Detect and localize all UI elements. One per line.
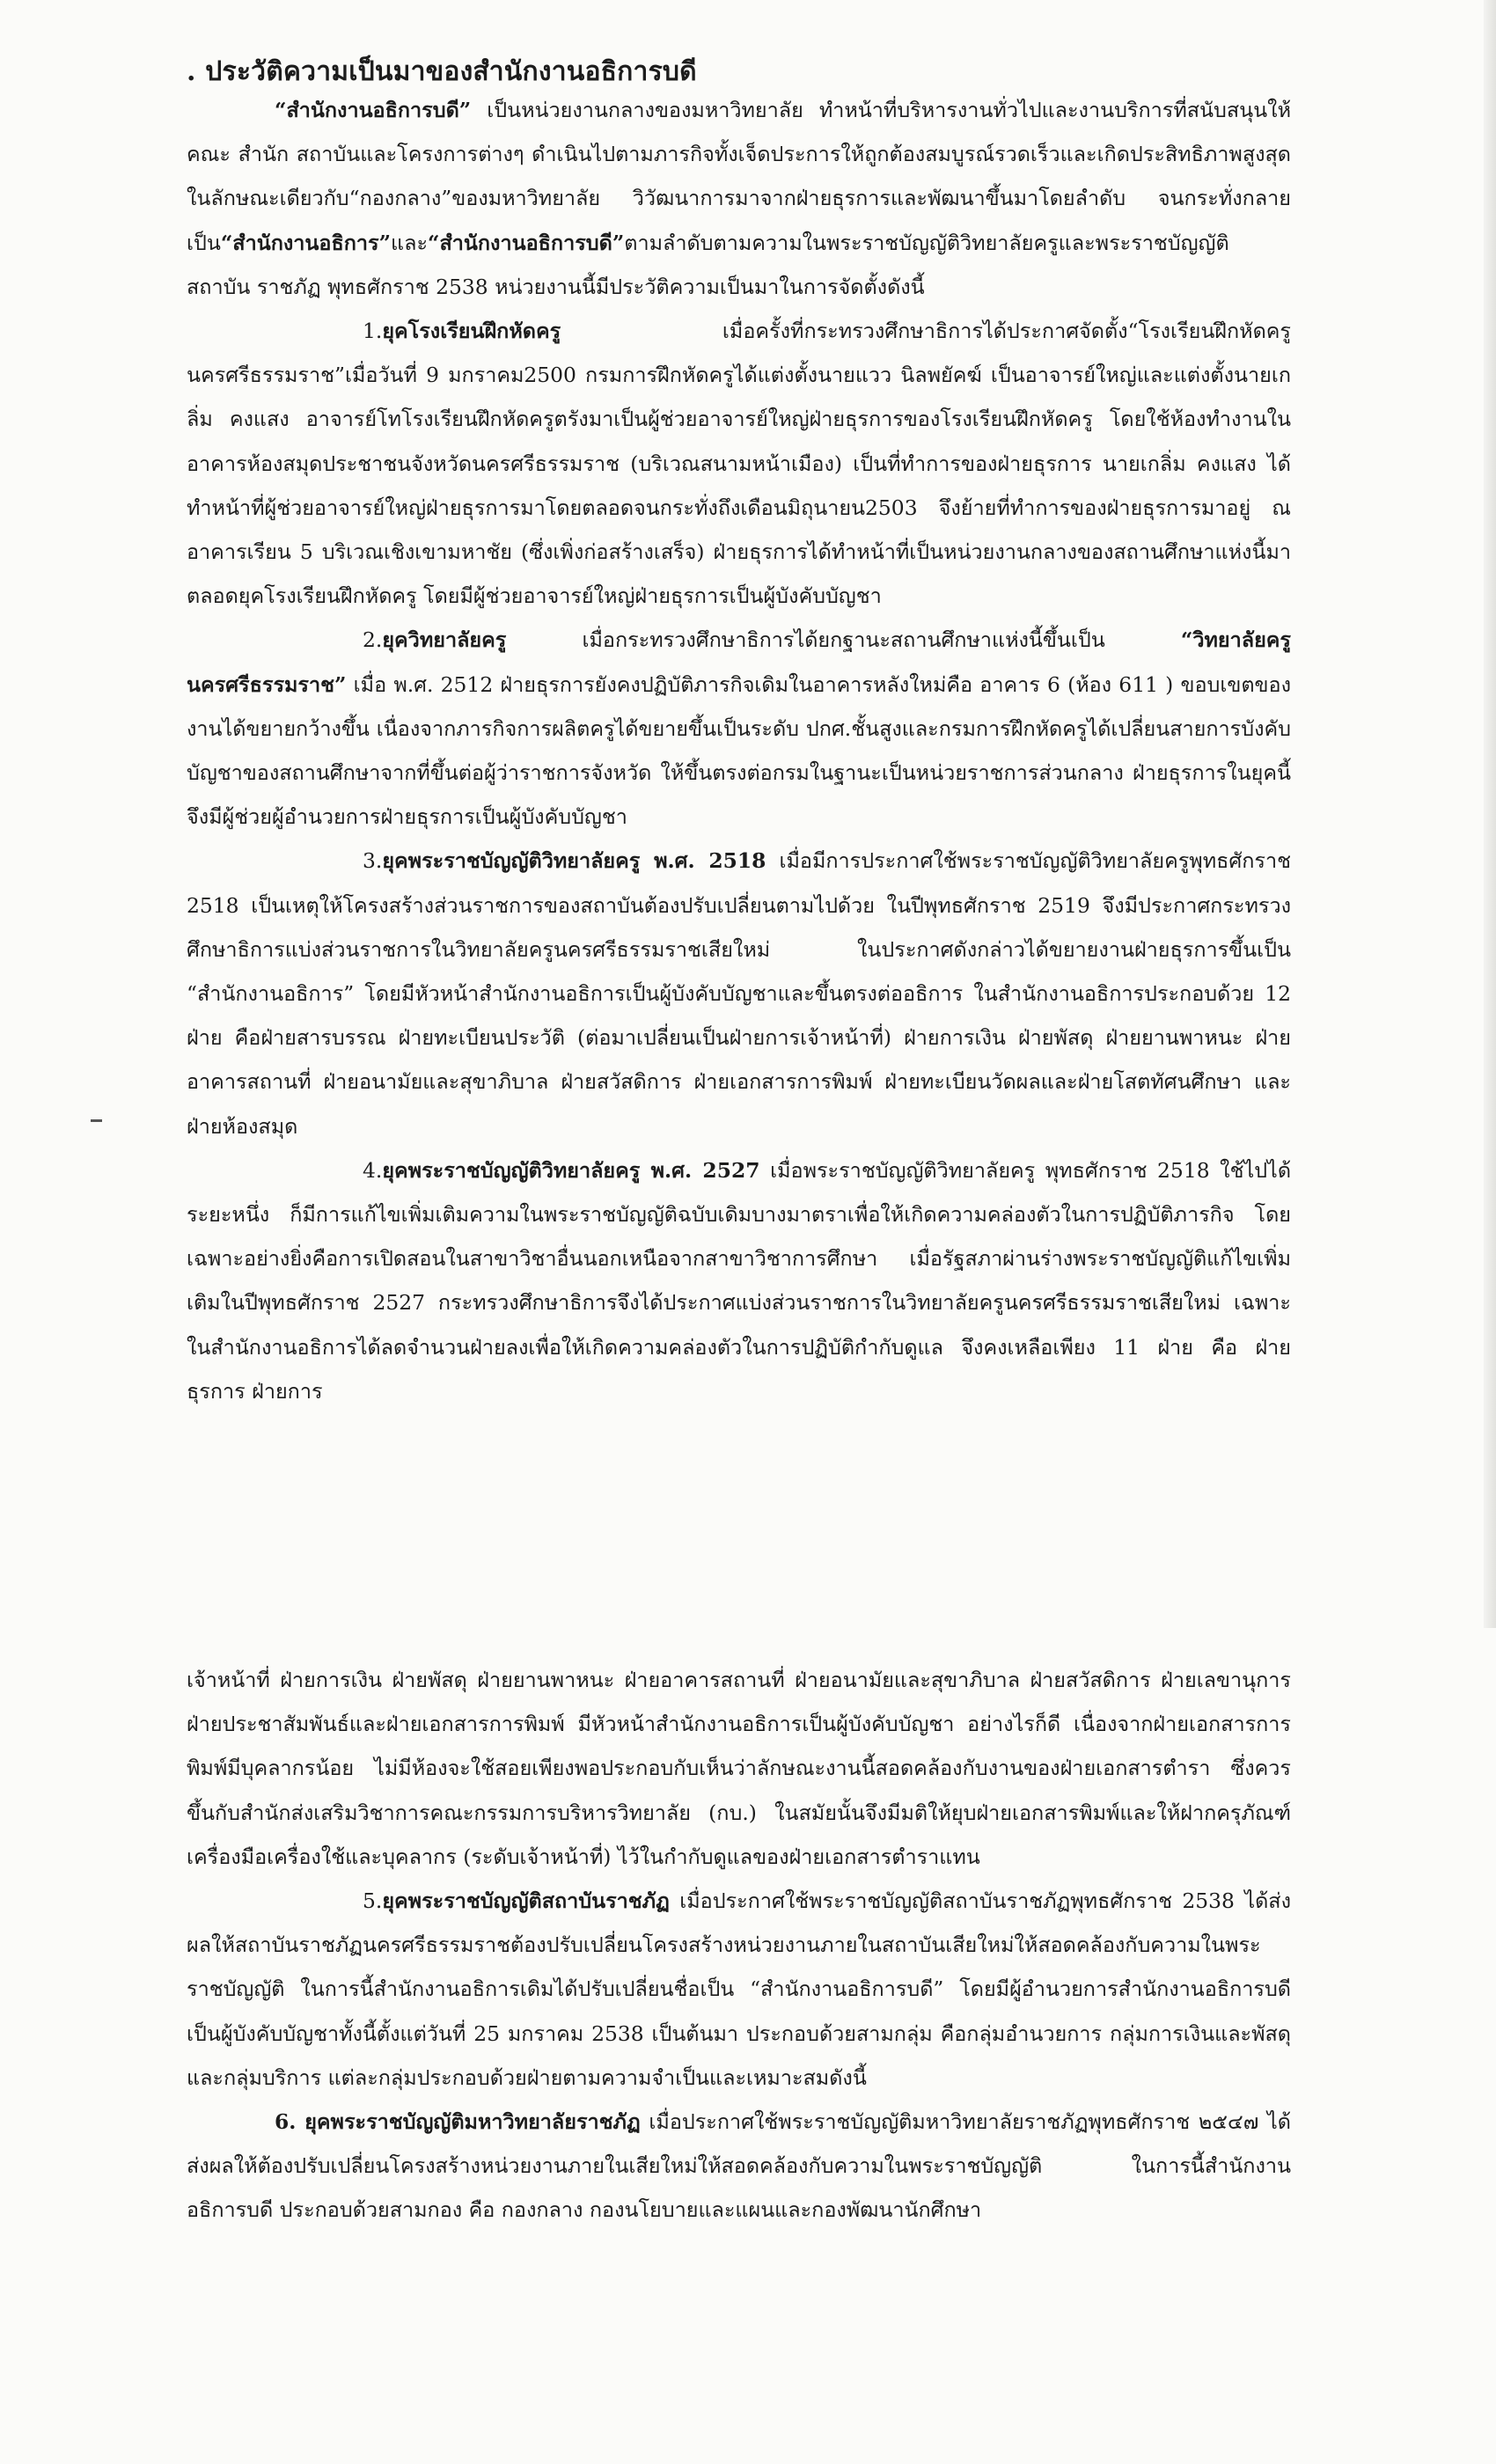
section-2-paragraph [187, 618, 1291, 839]
section-1-paragraph [187, 309, 1291, 618]
intro-term-rector-office: “สำนักงานอธิการ” [220, 230, 392, 255]
section-2-text-a: เมื่อกระทรวงศึกษาธิการได้ยกฐานะสถานศึกษาแห่งนี้ขึ้นเป็น [506, 627, 1181, 653]
section-5-text: เมื่อประกาศใช้พระราชบัญญัติสถาบันราชภัฏพุทธศักราช 2538 ได้ส่งผลให้สถาบันราชภัฏนครศรีธรรมราชต้องปรับเปลี่ยนโครงสร้างหน่วยงานภายในสถาบันเสียใหม่ให้สอดคล้องกับความในพระราชบัญญัติ ในการนี้สำนักงานอธิการเดิมได้ปรับเปลี่ยนชื่อเป็น “สำนักงานอธิการบดี” โดยมีผู้อำนวยการสำนักงานอธิการบดีเป็นผู้บังคับบัญชาทั้งนี้ตั้งแต่วันที่ 25 มกราคม 2538 เป็นต้นมา ประกอบด้วยสามกลุ่ม คือกลุ่มอำนวยการ กลุ่มการเงินและพัสดุและกลุ่มบริการ แต่ละกลุ่มประกอบด้วยฝ่ายตามความจำเป็นและเหมาะสมดังนี้ [187, 1888, 1291, 2090]
section-4-heading: ยุคพระราชบัญญัติวิทยาลัยครู พ.ศ. 2527 [382, 1157, 760, 1183]
intro-term-president-office: “สำนักงานอธิการบดี” [428, 230, 625, 255]
section-1-number: 1. [363, 319, 383, 344]
section-5-heading: ยุคพระราชบัญญัติสถาบันราชภัฏ [382, 1888, 670, 1914]
section-5-paragraph [187, 1879, 1291, 2100]
intro-term-office: “สำนักงานอธิการบดี” [275, 98, 472, 122]
section-3-paragraph [187, 839, 1291, 1148]
text-block-first [187, 88, 1291, 1413]
section-2-heading: ยุควิทยาลัยครู [382, 627, 507, 653]
section-2-highlight: “วิทยาลัยครูนครศรีธรรมราช” [187, 627, 1291, 697]
section-4-continuation: เจ้าหน้าที่ ฝ่ายการเงิน ฝ่ายพัสดุ ฝ่ายยานพาหนะ ฝ่ายอาคารสถานที่ ฝ่ายอนามัยและสุขาภิบาล ฝ่ายสวัสดิการ ฝ่ายเลขานุการ ฝ่ายประชาสัมพันธ์และฝ่ายเอกสารการพิมพ์ มีหัวหน้าสำนักงานอธิการเป็นผู้บังคับบัญชา อย่างไรก็ดี เนื่องจากฝ่ายเอกสารการพิมพ์มีบุคลากรน้อย ไม่มีห้องจะใช้สอยเพียงพอประกอบกับเห็นว่าลักษณะงานนี้สอดคล้องกับงานของฝ่ายเอกสารตำรา ซึ่งควรขึ้นกับสำนักส่งเสริมวิชาการคณะกรรมการบริหารวิทยาลัย (กบ.) ในสมัยนั้นจึงมีมติให้ยุบฝ่ายเอกสารพิมพ์และให้ฝากครุภัณฑ์เครื่องมือเครื่องใช้และบุคลากร (ระดับเจ้าหน้าที่) ไว้ในกำกับดูแลของฝ่ายเอกสารตำราแทน [187, 1668, 1292, 1869]
section-6-paragraph [187, 2100, 1291, 2233]
section-6-heading: ยุคพระราชบัญญัติมหาวิทยาลัยราชภัฏ [304, 2109, 641, 2135]
section-4-text: เมื่อพระราชบัญญัติวิทยาลัยครู พุทธศักราช 2518 ใช้ไปได้ระยะหนึ่ง ก็มีการแก้ไขเพิ่มเติมความในพระราชบัญญัติฉบับเดิมบางมาตราเพื่อให้เกิดความคล่องตัวในการปฏิบัติภารกิจ โดยเฉพาะอย่างยิ่งคือการเปิดสอนในสาขาวิชาอื่นนอกเหนือจากสาขาวิชาการศึกษา เมื่อรัฐสภาผ่านร่างพระราชบัญญัติแก้ไขเพิ่มเติมในปีพุทธศักราช 2527 กระทรวงศึกษาธิการจึงได้ประกาศแบ่งส่วนราชการในวิทยาลัยครูนครศรีธรรมราชเสียใหม่ เฉพาะในสำนักงานอธิการได้ลดจำนวนฝ่ายลงเพื่อให้เกิดความคล่องตัวในการปฏิบัติกำกับดูแล จึงคงเหลือเพียง 11 ฝ่าย คือ ฝ่ายธุรการ ฝ่ายการ [187, 1157, 1292, 1404]
section-3-heading: ยุคพระราชบัญญัติวิทยาลัยครู พ.ศ. 2518 [382, 848, 766, 874]
section-6-text: เมื่อประกาศใช้พระราชบัญญัติมหาวิทยาลัยราชภัฏพุทธศักราช ๒๕๔๗ ได้ส่งผลให้ต้องปรับเปลี่ยนโครงสร้างหน่วยงานภายในเสียใหม่ให้สอดคล้องกับความในพระราชบัญญัติ ในการนี้สำนักงานอธิการบดี ประกอบด้วยสามกอง คือ กองกลาง กองนโยบายและแผนและกองพัฒนานักศึกษา [187, 2109, 1291, 2223]
section-5-number: 5. [363, 1888, 383, 1914]
section-2-text-b: เมื่อ พ.ศ. 2512 ฝ่ายธุรการยังคงปฏิบัติภารกิจเดิมในอาคารหลังใหม่คือ อาคาร 6 (ห้อง 611 ) ขอบเขตของงานได้ขยายกว้างขึ้น เนื่องจากภารกิจการผลิตครูได้ขยายขึ้นเป็นระดับ ปกศ.ชั้นสูงและกรมการฝึกหัดครูได้เปลี่ยนสายการบังคับบัญชาของสถานศึกษาจากที่ขึ้นต่อผู้ว่าราชการจังหวัด ให้ขึ้นตรงต่อกรมในฐานะเป็นหน่วยราชการส่วนกลาง ฝ่ายธุรการในยุคนี้จึงมีผู้ช่วยผู้อำนวยการฝ่ายธุรการเป็นผู้บังคับบัญชา [187, 671, 1291, 830]
intro-text-end: ตามลำดับตามความในพระราชบัญญัติวิทยาลัยครูและพระราชบัญญัติสถาบัน ราชภัฏ พุทธศักราช 2538 หน่วยงานนี้มีประวัติความเป็นมาในการจัดตั้งดังนี้ [187, 230, 1229, 299]
scan-page-edge [1484, 0, 1496, 1628]
text-block-second [187, 1658, 1291, 2233]
document-title: . ประวัติความเป็นมาของสำนักงานอธิการบดี [187, 56, 697, 87]
section-3-text: เมื่อมีการประกาศใช้พระราชบัญญัติวิทยาลัยครูพุทธศักราช 2518 เป็นเหตุให้โครงสร้างส่วนราชการของสถาบันต้องปรับเปลี่ยนตามไปด้วย ในปีพุทธศักราช 2519 จึงมีประกาศกระทรวงศึกษาธิการแบ่งส่วนราชการในวิทยาลัยครูนครศรีธรรมราชเสียใหม่ ในประกาศดังกล่าวได้ขยายงานฝ่ายธุรการขึ้นเป็น “สำนักงานอธิการ” โดยมีหัวหน้าสำนักงานอธิการเป็นผู้บังคับบัญชาและขึ้นตรงต่ออธิการ ในสำนักงานอธิการประกอบด้วย 12 ฝ่าย คือฝ่ายสารบรรณ ฝ่ายทะเบียนประวัติ (ต่อมาเปลี่ยนเป็นฝ่ายการเจ้าหน้าที่) ฝ่ายการเงิน ฝ่ายพัสดุ ฝ่ายยานพาหนะ ฝ่ายอาคารสถานที่ ฝ่ายอนามัยและสุขาภิบาล ฝ่ายสวัสดิการ ฝ่ายเอกสารการพิมพ์ ฝ่ายทะเบียนวัดผลและฝ่ายโสตทัศนศึกษา และฝ่ายห้องสมุด [187, 848, 1292, 1139]
section-6-number: 6. [275, 2109, 297, 2135]
section-1-text: เมื่อครั้งที่กระทรวงศึกษาธิการได้ประกาศจัดตั้ง“โรงเรียนฝึกหัดครูนครศรีธรรมราช”เมื่อวันที่ 9 มกราคม2500 กรมการฝึกหัดครูได้แต่งตั้งนายแวว นิลพยัคฆ์ เป็นอาจารย์ใหญ่และแต่งตั้งนายเกลิ่ม คงแสง อาจารย์โทโรงเรียนฝึกหัดครูตรังมาเป็นผู้ช่วยอาจารย์ใหญ่ฝ่ายธุรการของโรงเรียนฝึกหัดครู โดยใช้ห้องทำงานในอาคารห้องสมุดประชาชนจังหวัดนครศรีธรรมราช (บริเวณสนามหน้าเมือง) เป็นที่ทำการของฝ่ายธุรการ นายเกลิ่ม คงแสง ได้ทำหน้าที่ผู้ช่วยอาจารย์ใหญ่ฝ่ายธุรการมาโดยตลอดจนกระทั่งถึงเดือนมิถุนายน2503 จึงย้ายที่ทำการของฝ่ายธุรการมาอยู่ ณ อาคารเรียน 5 บริเวณเชิงเขามหาชัย (ซึ่งเพิ่งก่อสร้างเสร็จ) ฝ่ายธุรการได้ทำหน้าที่เป็นหน่วยงานกลางของสถานศึกษาแห่งนี้มาตลอดยุคโรงเรียนฝึกหัดครู โดยมีผู้ช่วยอาจารย์ใหญ่ฝ่ายธุรการเป็นผู้บังคับบัญชา [187, 319, 1291, 609]
scan-artifact-mark [91, 1119, 102, 1122]
section-3-number: 3. [363, 848, 383, 874]
section-4-paragraph [187, 1148, 1291, 1413]
section-4-number: 4. [363, 1157, 383, 1183]
section-2-number: 2. [363, 627, 383, 653]
intro-text-and: และ [391, 230, 429, 255]
section-1-heading: ยุคโรงเรียนฝึกหัดครู [382, 319, 561, 344]
intro-paragraph [187, 88, 1291, 309]
intro-text: เป็นหน่วยงานกลางของมหาวิทยาลัย ทำหน้าที่บริหารงานทั่วไปและงานบริการที่สนับสนุนให้คณะ สำนัก สถาบันและโครงการต่างๆ ดำเนินไปตามภารกิจทั้งเจ็ดประการให้ถูกต้องสมบูรณ์รวดเร็วและเกิดประสิทธิภาพสูงสุดในลักษณะเดียวกับ“กองกลาง”ของมหาวิทยาลัย วิวัฒนาการมาจากฝ่ายธุรการและพัฒนาขึ้นมาโดยลำดับ จนกระทั่งกลายเป็น [187, 98, 1291, 255]
